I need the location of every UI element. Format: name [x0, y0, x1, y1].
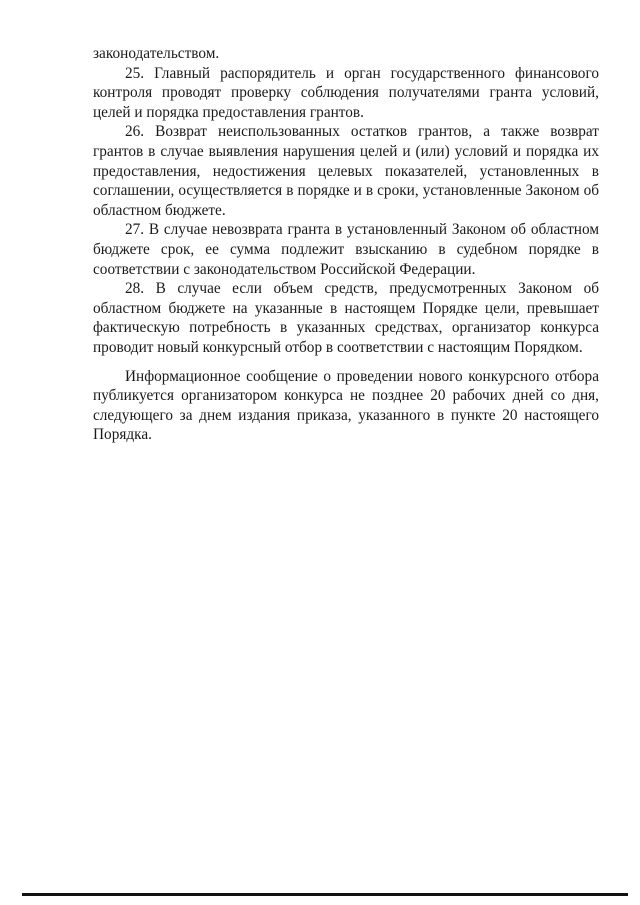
paragraph-27: 27. В случае невозврата гранта в установленный Законом об областном бюджете срок, ее сумма подлежит взысканию в судебном порядке в соответствии с законодательством Российской Федерации. [93, 221, 599, 278]
document-body [93, 44, 599, 445]
paragraph-continuation: законодательством. [93, 45, 220, 62]
paragraph-26: 26. Возврат неиспользованных остатков грантов, а также возврат грантов в случае выявления нарушения целей и (или) условий и порядка их предоставления, недостижения целевых показателей, установленных в соглашении, осуществляется в порядке и в сроки, установленные Законом об областном бюджете. [93, 123, 599, 219]
paragraph-info-message: Информационное сообщение о проведении нового конкурсного отбора публикуется организатором конкурса не позднее 20 рабочих дней со дня, следующего за днем издания приказа, указанного в пункте 20 настоящего Порядка. [93, 367, 599, 444]
paragraph-28: 28. В случае если объем средств, предусмотренных Законом об областном бюджете на указанные в настоящем Порядке цели, превышает фактическую потребность в указанных средствах, организатор конкурса проводит новый конкурсный отбор в соответствии с настоящим Порядком. [93, 280, 599, 356]
bottom-rule-line [22, 893, 628, 896]
paragraph-25: 25. Главный распорядитель и орган государственного финансового контроля проводят проверку соблюдения получателями гранта условий, целей и порядка предоставления грантов. [93, 64, 599, 121]
